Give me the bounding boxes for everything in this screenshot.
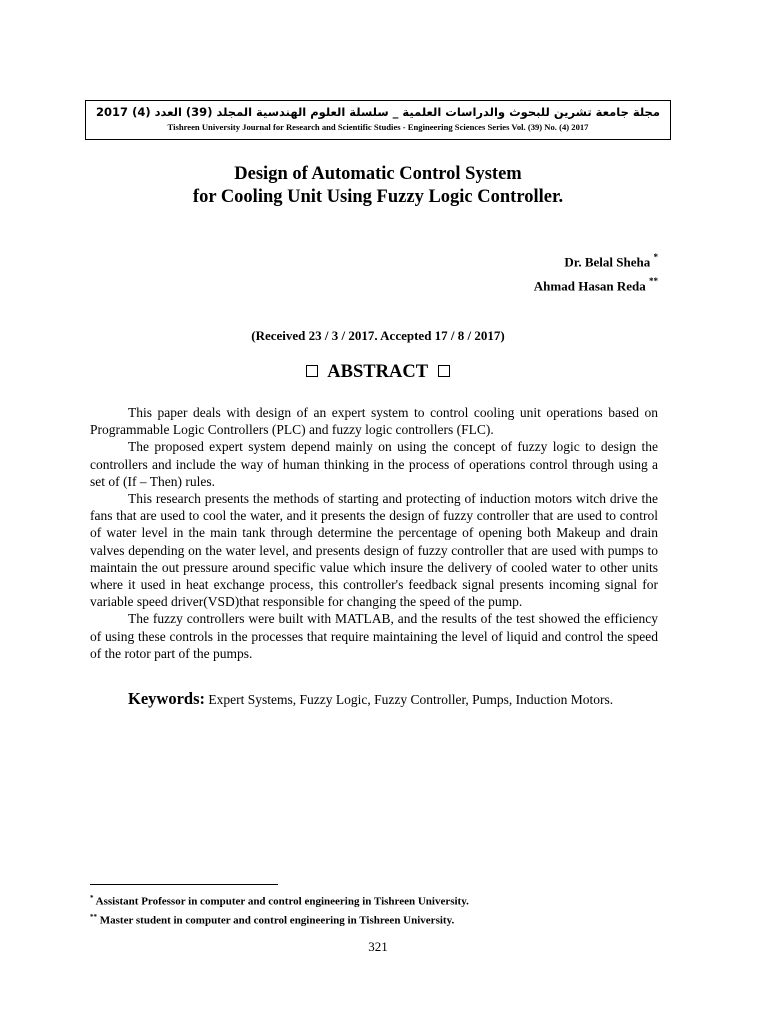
author-2-name: Ahmad Hasan Reda	[533, 278, 646, 294]
author-1-name: Dr. Belal Sheha	[564, 254, 651, 270]
received-dates: (Received 23 / 3 / 2017. Accepted 17 / 8 / 2017)	[251, 328, 505, 343]
keywords-label: Keywords:	[128, 689, 205, 708]
footnote-divider	[90, 884, 278, 885]
journal-header	[85, 100, 671, 140]
abstract-paragraph-4: The fuzzy controllers were built with MATLAB, and the results of the test showed the efficiency of using these controls in the processes that require maintaining the level of liquid and control the speed of the rotor part of the pumps.	[90, 611, 658, 661]
footnote-1	[90, 891, 658, 910]
footnote-1-mark: *	[90, 894, 94, 902]
square-bullet-icon	[438, 365, 450, 377]
authors	[534, 248, 658, 297]
page-number: 321	[368, 939, 388, 954]
square-bullet-icon	[306, 365, 318, 377]
paper-title-line-1: Design of Automatic Control System	[234, 164, 522, 184]
footnotes	[90, 891, 658, 928]
footnote-2	[90, 910, 658, 929]
author-1	[534, 248, 658, 272]
abstract-paragraph-3: This research presents the methods of starting and protecting of induction motors witch drive the fans that are used to cool the water, and it presents the design of fuzzy controller that are used to control of water level in the main tank through determine the percentage of opening both Makeup and drain valves depending on the water level, and presents design of fuzzy controller that are used with pumps to maintain the out pressure around specific value which insure the delivery of cooled water to other units where it used in heat exchange process, this controller's feedback signal presents incoming signal for variable speed driver(VSD)that responsible for changing the speed of the pump.	[90, 491, 658, 610]
abstract-heading-text: ABSTRACT	[327, 362, 428, 382]
author-2	[534, 272, 658, 296]
keywords-text: Expert Systems, Fuzzy Logic, Fuzzy Controller, Pumps, Induction Motors.	[208, 692, 614, 707]
author-1-mark: *	[653, 252, 658, 262]
paper-title-line-2: for Cooling Unit Using Fuzzy Logic Controller.	[192, 187, 564, 207]
author-2-mark: **	[649, 276, 658, 287]
footnote-2-mark: **	[90, 912, 97, 921]
keywords	[90, 690, 658, 709]
abstract-paragraph-2: The proposed expert system depend mainly on using the concept of fuzzy logic to design the controllers and include the way of human thinking in the process of operations control through using a set of (If – Then) rules.	[90, 439, 658, 489]
footnote-1-text: Assistant Professor in computer and control engineering in Tishreen University.	[95, 895, 469, 908]
abstract-body	[90, 404, 658, 662]
paper-title	[90, 163, 666, 209]
journal-header-arabic: مجلة جامعة تشرين للبحوث والدراسات العلمية _ سلسلة العلوم الهندسية المجلد (39) العدد (4) 2017	[96, 105, 660, 119]
journal-header-english: Tishreen University Journal for Research and Scientific Studies - Engineering Sciences Series Vol. (39) No. (4) 2017	[167, 122, 589, 132]
abstract-paragraph-1: This paper deals with design of an expert system to control cooling unit operations based on Programmable Logic Controllers (PLC) and fuzzy logic controllers (FLC).	[90, 405, 658, 438]
abstract-heading	[90, 362, 666, 383]
footnote-2-text: Master student in computer and control engineering in Tishreen University.	[99, 914, 455, 927]
